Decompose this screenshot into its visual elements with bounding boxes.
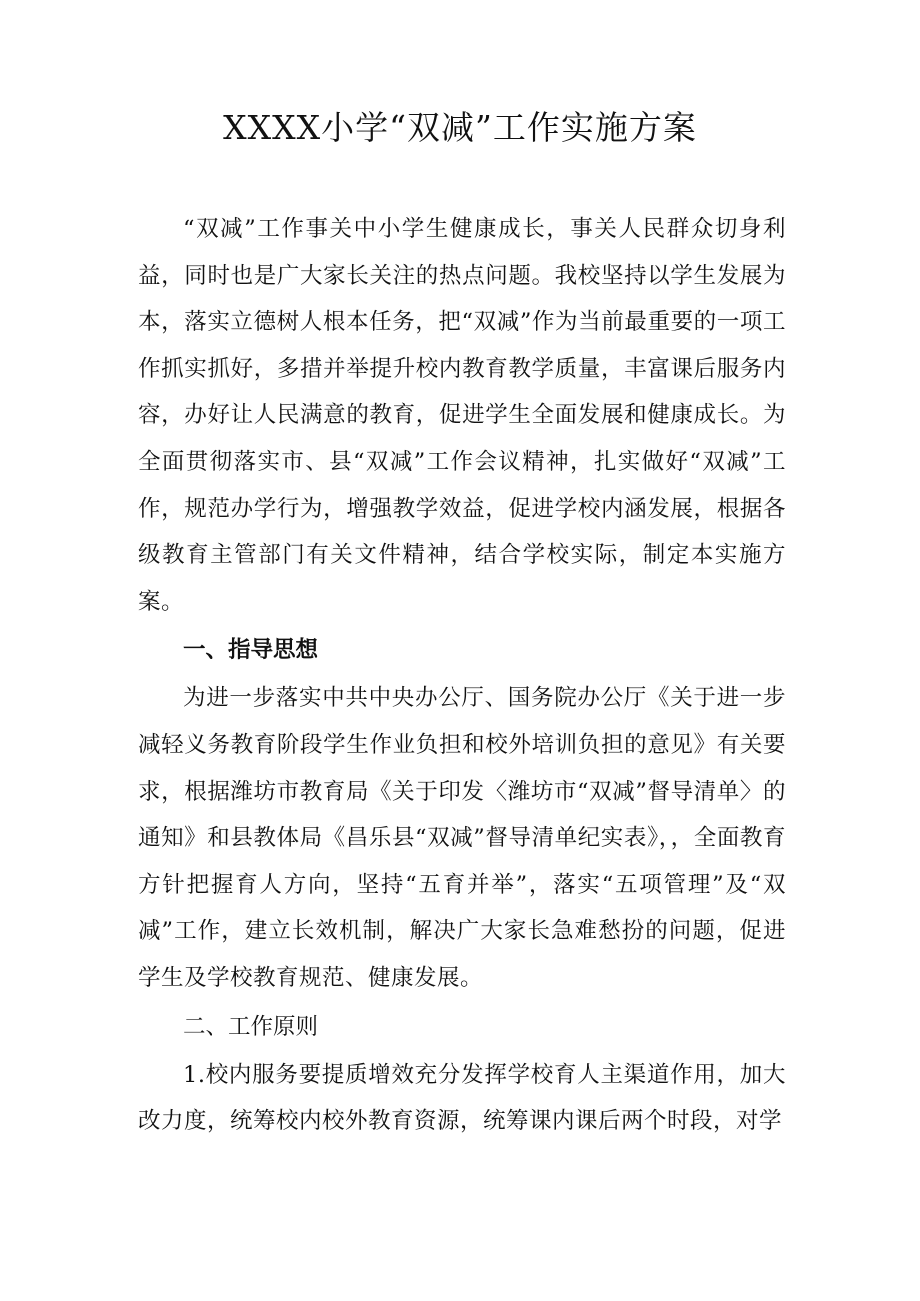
section-paragraph-principle-1: 1.校内服务要提质增效充分发挥学校育人主渠道作用，加大改力度，统筹校内校外教育资源，统筹课内课后两个时段，对学 xyxy=(138,1061,786,1135)
document-title: XXXX小学“双减”工作实施方案 xyxy=(223,108,697,147)
section-heading-work-principles: 二、工作原则 xyxy=(183,1013,319,1040)
section-paragraph-guiding-ideology: 为进一步落实中共中央办公厅、国务院办公厅《关于进一步减轻义务教育阶段学生作业负担和校外培训负担的意见》有关要求，根据潍坊市教育局《关于印发〈潍坊市“双减”督导清单〉的通知》和县教体局《昌乐县“双减”督导清单纪实表》，，全面教育方针把握育人方向，坚持“五育并举”，落实“五项管理”及“双减”工作，建立长效机制，解决广大家长急难愁扮的问题，促进学生及学校教育规范、健康发展。 xyxy=(138,685,786,991)
document-body xyxy=(138,206,786,1145)
intro-paragraph: “双减”工作事关中小学生健康成长，事关人民群众切身利益，同时也是广大家长关注的热点问题。我校坚持以学生发展为本，落实立德树人根本任务，把“双减”作为当前最重要的一项工作抓实抓好，多措并举提升校内教育教学质量，丰富课后服务内容，办好让人民满意的教育，促进学生全面发展和健康成长。为全面贯彻落实市、县“双减”工作会议精神，扎实做好“双减”工作，规范办学行为，增强教学效益，促进学校内涵发展，根据各级教育主管部门有关文件精神，结合学校实际，制定本实施方案。 xyxy=(138,216,786,615)
section-heading-guiding-ideology: 一、指导思想 xyxy=(183,637,319,664)
